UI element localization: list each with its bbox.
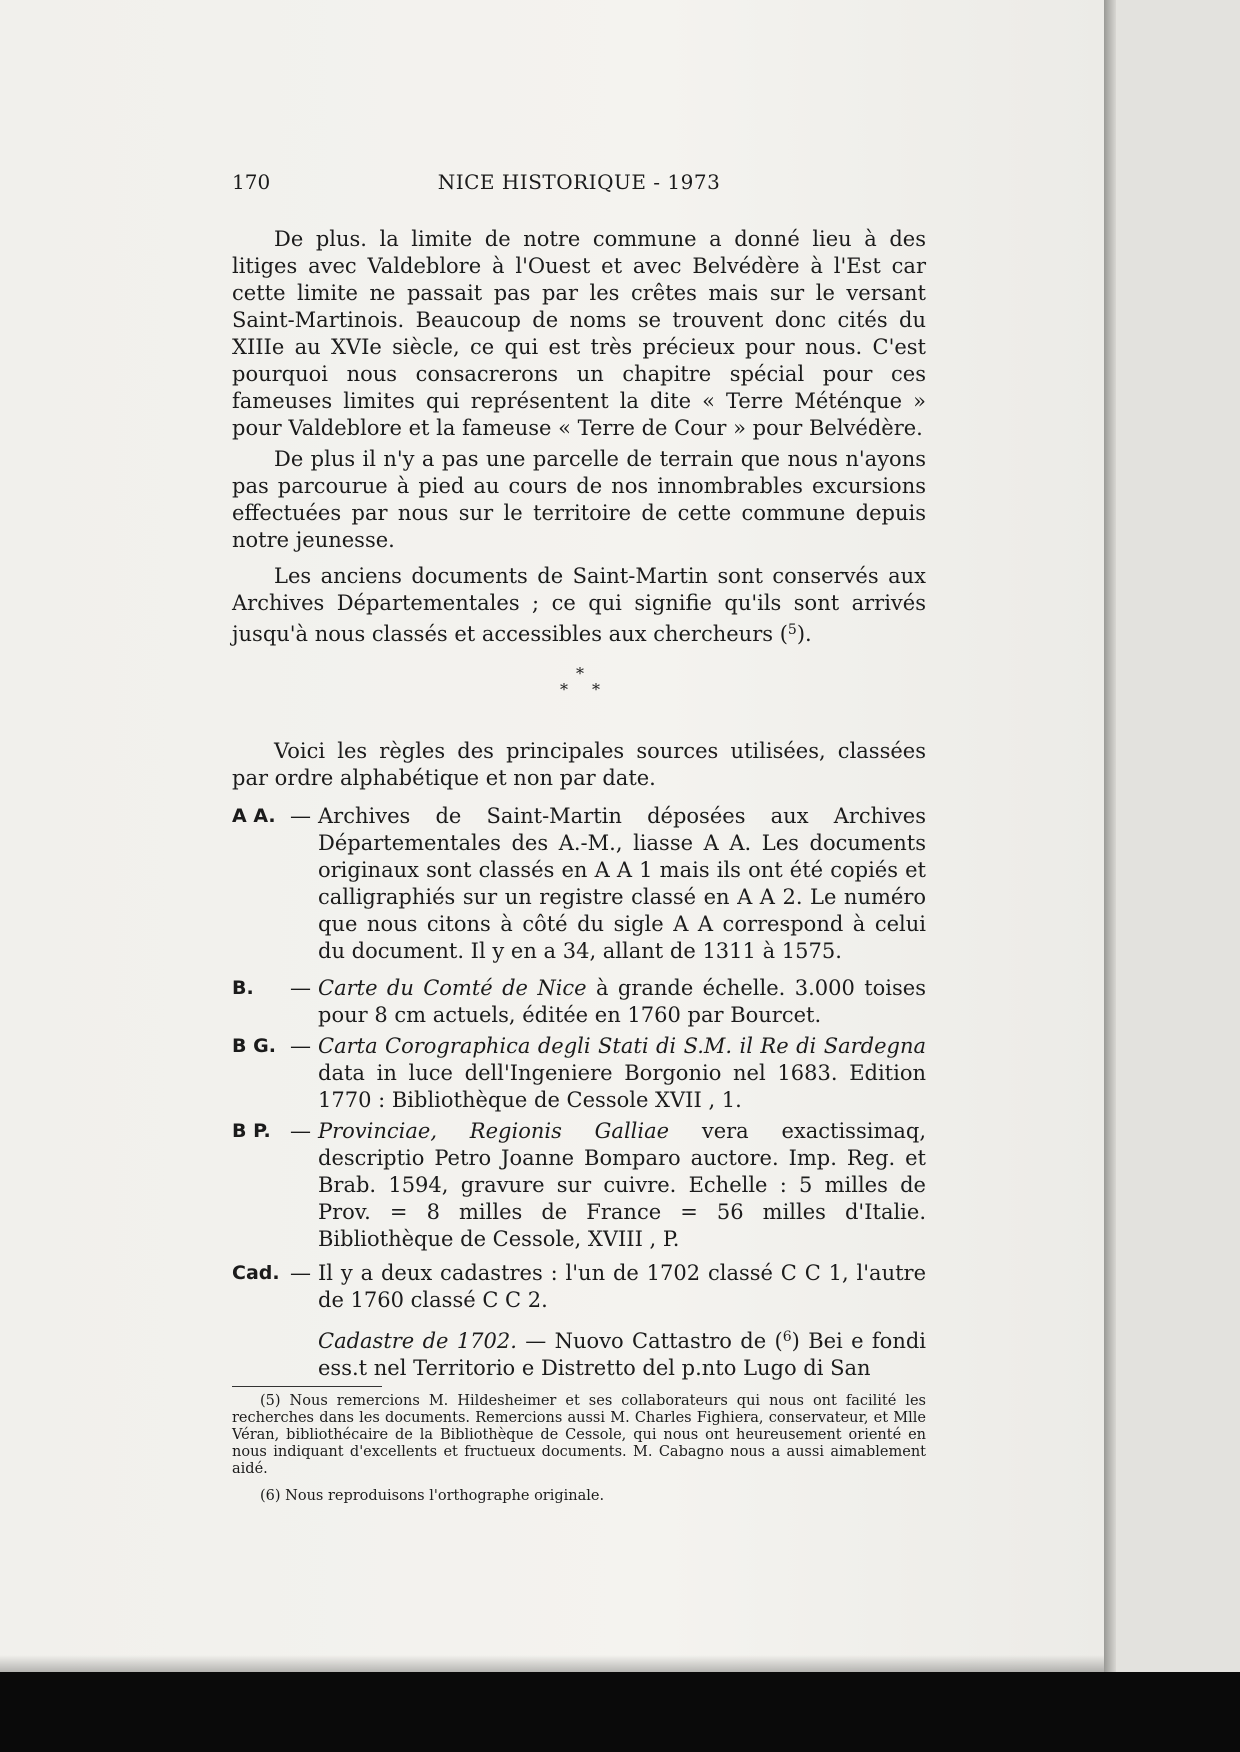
source-abbr: B.	[232, 977, 254, 999]
source-abbr: A A.	[232, 805, 276, 827]
cadastre-1702-title: Cadastre de 1702.	[318, 1329, 517, 1353]
running-title: NICE HISTORIQUE - 1973	[437, 170, 721, 194]
source-entry-bg	[232, 1033, 926, 1114]
source-title: Carte du Comté de Nice	[318, 976, 587, 1000]
source-text: data in luce dell'Ingeniere Borgonio nel 1683. Edition 1770 : Bibliothèque de Cessole XVII , 1.	[318, 1061, 926, 1112]
facing-page-edge	[1116, 0, 1240, 1672]
paragraph-terrain: De plus il n'y a pas une parcelle de terrain que nous n'ayons pas parcourue à pied au cours de nos innombrables excursions effectuées par nous sur le territoire de cette commune depuis notre jeunesse.	[232, 447, 926, 552]
source-entry-b	[232, 975, 926, 1029]
source-text: Il y a deux cadastres : l'un de 1702 classé C C 1, l'autre de 1760 classé C C 2.	[318, 1261, 926, 1312]
paragraph-archives-end: ).	[796, 622, 812, 646]
source-dash: —	[290, 1034, 311, 1058]
source-abbr: Cad.	[232, 1262, 280, 1284]
footnote-ref-6: 6	[782, 1329, 792, 1345]
paragraph-archives	[232, 563, 926, 648]
footnote-ref-5: 5	[787, 622, 797, 638]
page-header	[232, 170, 926, 200]
source-title: Carta Corographica degli Stati di S.M. il Re di Sardegna	[318, 1034, 926, 1058]
separator-star-left: *	[560, 680, 568, 699]
source-abbr: B G.	[232, 1035, 276, 1057]
footnote-divider	[232, 1386, 382, 1387]
source-dash: —	[290, 1261, 311, 1285]
paragraph-archives-text: Les anciens documents de Saint-Martin sont conservés aux Archives Départementales ; ce qui signifie qu'ils sont arrivés jusqu'à nous classés et accessibles aux chercheurs (	[232, 564, 926, 646]
source-entry-aa	[232, 803, 926, 965]
scan-border	[0, 1672, 1240, 1752]
footnote-6: (6) Nous reproduisons l'orthographe originale.	[260, 1488, 605, 1504]
source-dash: —	[290, 976, 311, 1000]
source-entry-bp	[232, 1118, 926, 1253]
source-dash: —	[290, 1119, 311, 1143]
source-dash: —	[290, 804, 311, 828]
separator-star-top: *	[576, 664, 584, 683]
source-text: vera exactissimaq, descriptio Petro Joanne Bomparo auctore. Imp. Reg. et Brab. 1594, gravure sur cuivre. Echelle : 5 milles de Prov. = 8 milles de France = 56 milles d'Italie. Bibliothèque de Cessole, XVIII , P.	[318, 1119, 926, 1251]
separator-star-right: *	[592, 680, 600, 699]
paragraph-sources-intro: Voici les règles des principales sources utilisées, classées par ordre alphabétique et non par date.	[232, 739, 926, 790]
source-title: Provinciae, Regionis Galliae	[318, 1119, 670, 1143]
cadastre-1702	[318, 1324, 926, 1382]
page-bottom-shadow	[0, 1655, 1104, 1672]
source-abbr: B P.	[232, 1120, 271, 1142]
section-separator	[540, 664, 620, 704]
page-number: 170	[232, 170, 271, 194]
cadastre-1702-text-a: — Nuovo Cattastro de (	[516, 1329, 783, 1353]
book-spine	[1104, 0, 1116, 1672]
source-text: à grande échelle. 3.000 toises pour 8 cm actuels, éditée en 1760 par Bourcet.	[318, 976, 926, 1027]
cadastre-1702-text-b: ) Bei e fondi ess.t nel Territorio e Distretto del p.nto Lugo di San	[318, 1329, 927, 1380]
paragraph-limits: De plus. la limite de notre commune a donné lieu à des litiges avec Valdeblore à l'Ouest et avec Belvédère à l'Est car cette limite ne passait pas par les crêtes mais sur le versant Saint-Martinois. Beaucoup de noms se trouvent donc cités du XIIIe au XVIe siècle, ce qui est très précieux pour nous. C'est pourquoi nous consacrerons un chapitre spécial pour ces fameuses limites qui représentent la dite « Terre Méténque » pour Valdeblore et la fameuse « Terre de Cour » pour Belvédère.	[232, 227, 926, 440]
source-entry-cad	[232, 1260, 926, 1382]
footnote-5: (5) Nous remercions M. Hildesheimer et ses collaborateurs qui nous ont facilité les recherches dans les documents. Remercions aussi M. Charles Fighiera, conservateur, et Mlle Véran, bibliothécaire de la Bibliothèque de Cessole, qui nous ont heureusement orienté en nous indiquant d'excellents et fructueux documents. M. Cabagno nous a aussi aimablement aidé.	[232, 1393, 926, 1477]
source-text: Archives de Saint-Martin déposées aux Archives Départementales des A.-M., liasse A A. Les documents originaux sont classés en A A 1 mais ils ont été copiés et calligraphiés sur un registre classé en A A 2. Le numéro que nous citons à côté du sigle A A correspond à celui du document. Il y en a 34, allant de 1311 à 1575.	[318, 804, 926, 963]
